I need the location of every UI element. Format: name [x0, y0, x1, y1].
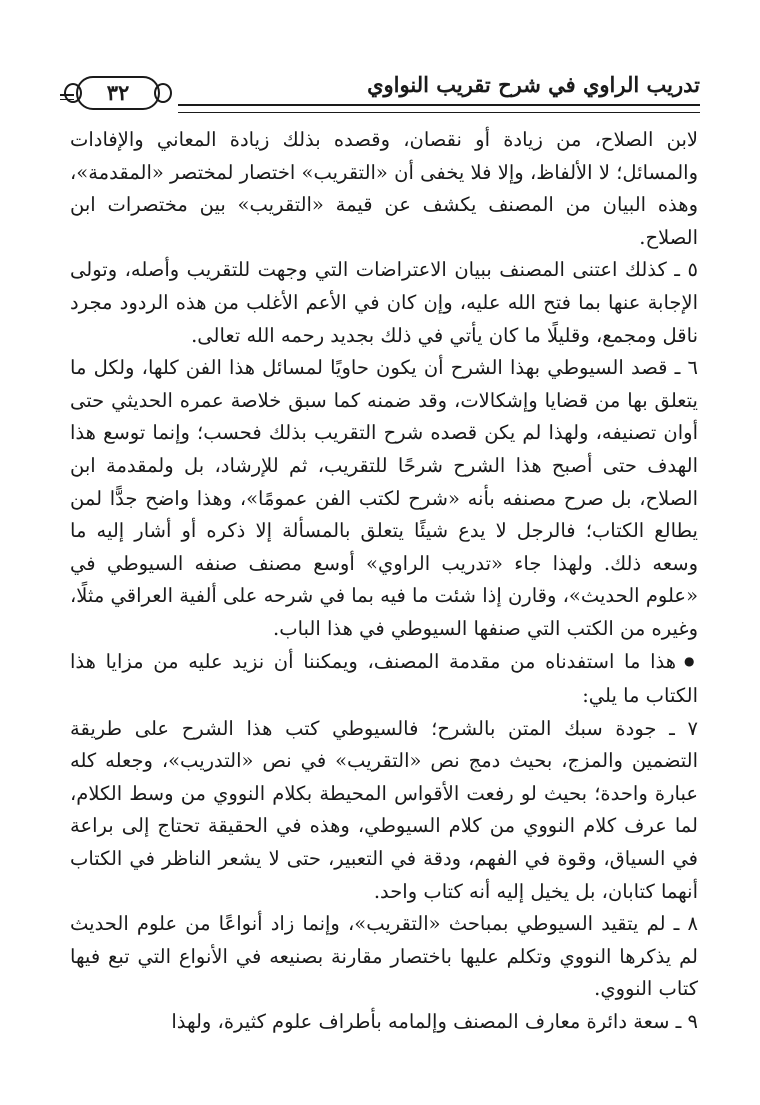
paragraph-point-8: ٨ ـ لم يتقيد السيوطي بمباحث «التقريب»، وإنما زاد أنواعًا من علوم الحديث لم يذكرها النووي وتكلم عليها باختصار مقارنة بصنيعه في الأنواع التي تبع فيها كتاب النووي.: [70, 912, 698, 1001]
header-rule: [178, 104, 700, 113]
paragraph-point-6: ٦ ـ قصد السيوطي بهذا الشرح أن يكون حاويًا لمسائل هذا الفن كلها، ولكل ما يتعلق بها من قضايا وإشكالات، وقد ضمنه كما سبق خلاصة عمره الحديثي حتى أوان تصنيفه، ولهذا لم يكن قصده شرح التقريب بذلك فحسب؛ وإنما توسع هذا الهدف حتى أصبح هذا الشرح شرحًا للتقريب، ثم للإرشاد، بل ولمقدمة ابن الصلاح، بل صرح مصنفه بأنه «شرح لكتب الفن عمومًا»، وهذا واضح جدًّا لمن يطالع الكتاب؛ فالرجل لا يدع شيئًا يتعلق بالمسألة إلا ذكره أو أشار إليه ما وسعه ذلك. ولهذا جاء «تدريب الراوي» أوسع مصنف صنفه السيوطي في «علوم الحديث»، وقارن إذا شئت ما فيه بما في شرحه على ألفية العراقي مثلًا، وغيره من الكتب التي صنفها السيوطي في هذا الباب.: [70, 356, 698, 640]
page-number: ٣٢: [76, 76, 160, 110]
paragraph-bullet: [70, 646, 698, 713]
book-title: تدريب الراوي في شرح تقريب النواوي: [367, 72, 700, 97]
running-header: [60, 66, 700, 116]
bullet-text: هذا ما استفدناه من مقدمة المصنف، ويمكننا أن نزيد عليه من مزايا هذا الكتاب ما يلي:: [70, 649, 698, 708]
bullet-icon: ●: [684, 653, 698, 668]
paragraph-point-7: ٧ ـ جودة سبك المتن بالشرح؛ فالسيوطي كتب هذا الشرح على طريقة التضمين والمزج، بحيث دمج نص «التقريب» في نص «التدريب»، وجعله كله عبارة واحدة؛ بحيث لو رفعت الأقواس المحيطة بكلام النووي من وسط الكلام، لما عرف كلام النووي من كلام السيوطي، وهذه في الحقيقة تحتاج إلى براعة في السياق، وقوة في الفهم، ودقة في التعبير، حتى لا يشعر الناظر في الكتاب أنهما كتابان، بل يخيل إليه أنه كتاب واحد.: [70, 716, 698, 903]
page-body: [70, 124, 698, 1039]
paragraph-continuation: لابن الصلاح، من زيادة أو نقصان، وقصده بذلك زيادة المعاني والإفادات والمسائل؛ لا الألفاظ، وإلا فلا يخفى أن «التقريب» اختصار لمختصر «المقدمة»، وهذه البيان من المصنف يكشف عن قيمة «التقريب» بين مختصرات ابن الصلاح.: [70, 128, 698, 249]
paragraph-point-9: ٩ ـ سعة دائرة معارف المصنف وإلمامه بأطراف علوم كثيرة، ولهذا: [171, 1010, 698, 1034]
paragraph-point-5: ٥ ـ كذلك اعتنى المصنف ببيان الاعتراضات التي وجهت للتقريب وأصله، وتولى الإجابة عنها بما فتح الله عليه، وإن كان في الأعم الأغلب من هذه الردود مجرد ناقل ومجمع، وقليلًا ما كان يأتي في ذلك بجديد رحمه الله تعالى.: [70, 258, 698, 347]
